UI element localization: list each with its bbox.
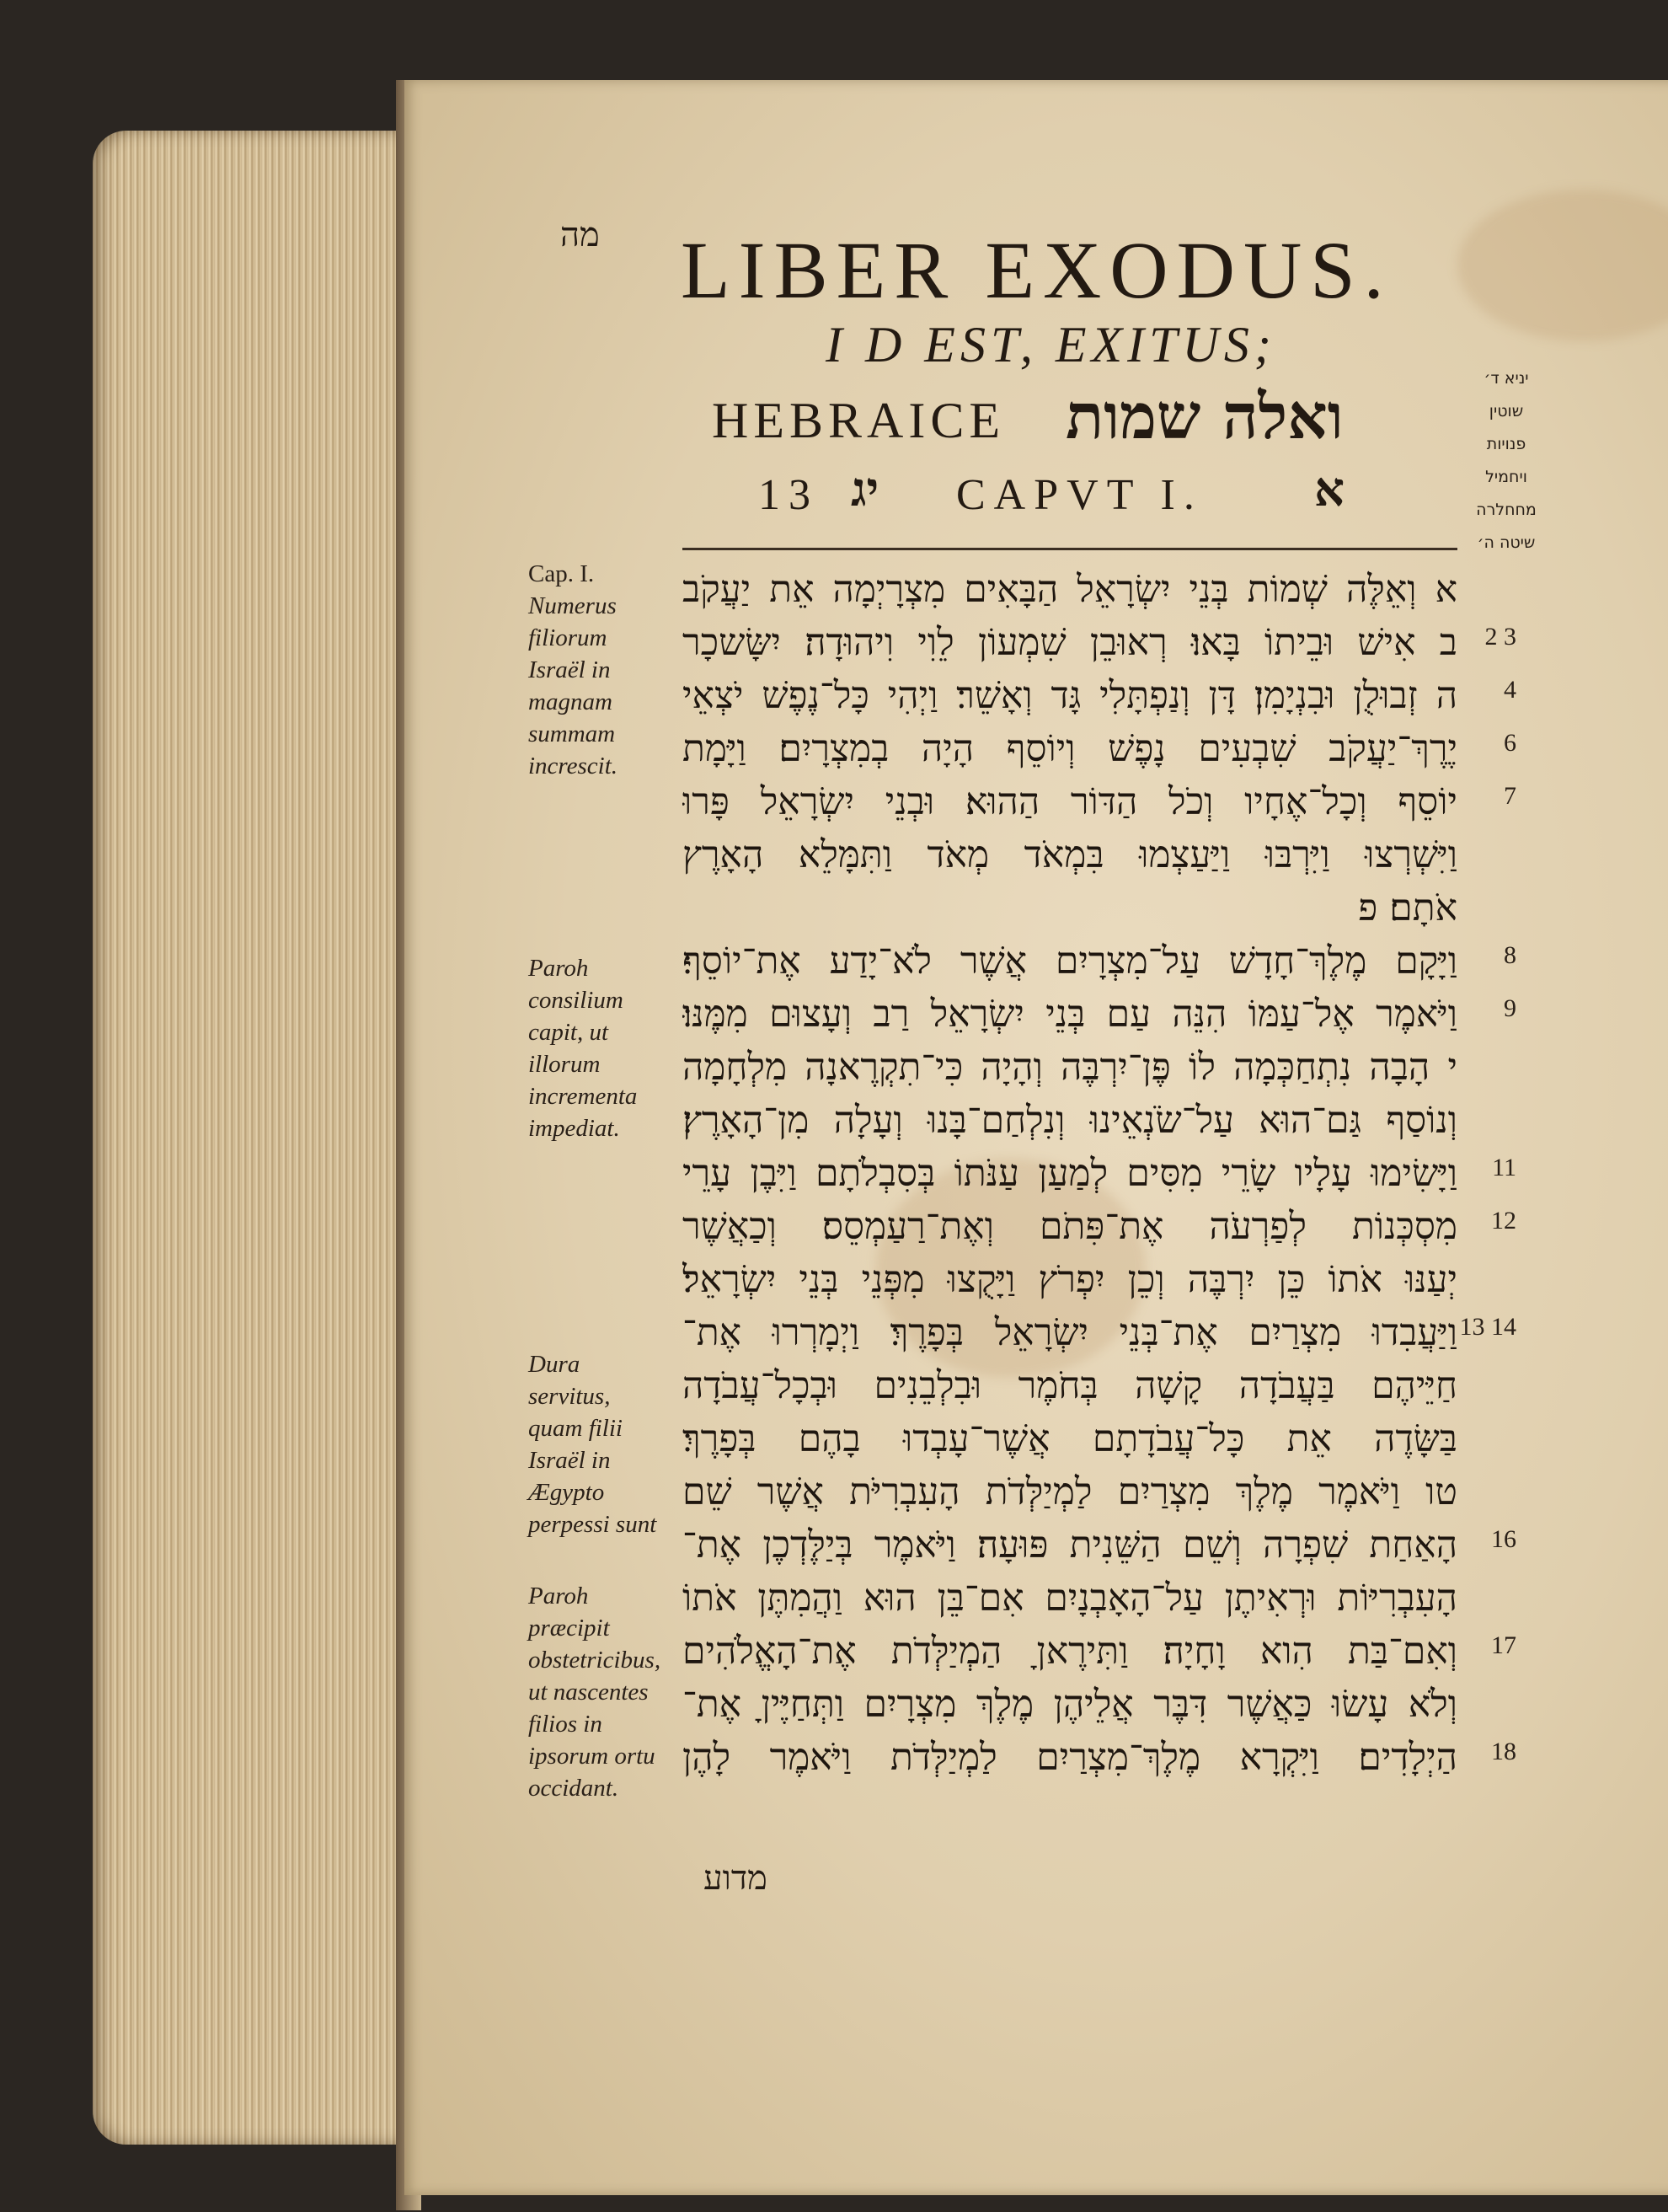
masorah-line: מחחלרה	[1476, 501, 1537, 519]
hebrew-line: ה זְבוּלֻן וּבִנְיָמִן׃ דָּן וְנַפְתָּלִי גָּד וְאָשֵׁר׃ וַיְהִי כָּל־נֶפֶשׁ יֹצְאֵי	[682, 674, 1457, 717]
book-title: LIBER EXODUS.	[681, 225, 1393, 315]
hebrew-line: א וְאֵלֶּה שְׁמוֹת בְּנֵי יִשְׂרָאֵל הַבָּאִים מִצְרָיְמָה אֵת יַעֲקֹב	[682, 568, 1457, 611]
text-line	[682, 883, 1457, 936]
text-line	[682, 1255, 1457, 1308]
hebrew-line: מִסְכְּנוֹת לְפַרְעֹה אֶת־פִּתֹם וְאֶת־רַעַמְסֵס׃ וְכַאֲשֶׁר	[682, 1205, 1457, 1248]
text-line	[682, 1202, 1516, 1255]
hebrew-title: ואלה שמות	[1066, 381, 1344, 453]
verse-number: 17	[1491, 1631, 1516, 1659]
margin-note-head: Cap. I.	[528, 560, 595, 587]
text-line	[682, 777, 1516, 830]
text-line	[682, 1626, 1516, 1679]
verse-number: 8	[1504, 941, 1516, 969]
text-line	[682, 1095, 1457, 1149]
hebrew-line: יוֹסֵף וְכָל־אֶחָיו וְכֹל הַדּוֹר הַהוּא׃ וּבְנֵי יִשְׂרָאֵל פָּרוּ	[682, 780, 1457, 823]
hebrew-line: ב אִישׁ וּבֵיתוֹ בָּאוּ׃ רְאוּבֵן שִׁמְעוֹן לֵוִי וִיהוּדָה׃ יִשָּׂשכָר	[682, 621, 1457, 664]
text-line	[682, 1308, 1516, 1361]
catchword: מדוע	[703, 1859, 767, 1898]
text-line	[682, 1733, 1516, 1786]
chapter-letter: א	[1314, 462, 1345, 517]
book-subtitle: I D EST, EXITUS;	[826, 317, 1276, 372]
hebrew-line: וַיָּשִׂימוּ עָלָיו שָׂרֵי מִסִּים לְמַעַן עַנֹּתוֹ בְּסִבְלֹתָם וַיִּבֶן עָרֵי	[682, 1152, 1457, 1195]
text-line	[682, 1361, 1457, 1414]
verse-number: 12	[1491, 1207, 1516, 1235]
margin-note-text: Paroh præcipit obstetricibus, ut nascentes filios in ipsorum ortu occidant.	[528, 1583, 661, 1802]
verse-number: 9	[1504, 994, 1516, 1022]
masorah-line: פנויות	[1486, 435, 1526, 453]
folio-number: מה	[560, 216, 600, 254]
text-line	[682, 724, 1516, 777]
water-stain	[1457, 190, 1668, 341]
hebrew-line: הָעִבְרִיּוֹת וּרְאִיתֶן עַל־הָאָבְנָיִם אִם־בֵּן הוּא וַהֲמִתֶּן אֹתוֹ	[682, 1577, 1457, 1620]
text-line	[682, 989, 1516, 1042]
margin-note	[528, 1580, 667, 1804]
hebraice-label: HEBRAICE	[712, 393, 1005, 448]
margin-note-text: Paroh consilium capit, ut illorum incrementa impediat.	[528, 955, 638, 1142]
text-line	[682, 565, 1457, 618]
verse-number: 7	[1504, 782, 1516, 810]
text-line	[682, 936, 1516, 989]
text-line	[682, 1467, 1457, 1520]
verse-number: 16	[1491, 1525, 1516, 1553]
hebrew-line: וַיָּקָם מֶלֶךְ־חָדָשׁ עַל־מִצְרָיִם אֲשֶׁר לֹא־יָדַע אֶת־יוֹסֵף׃	[682, 940, 1457, 983]
masorah-line: שיטה ה׳	[1477, 533, 1536, 552]
text-line	[682, 671, 1516, 724]
text-line	[682, 1042, 1457, 1095]
masorah-note	[1464, 362, 1548, 560]
hebrew-line: הַיְלָדִים׃ וַיִּקְרָא מֶלֶךְ־מִצְרַיִם לַמְיַלְּדֹת וַיֹּאמֶר לָהֶן	[682, 1736, 1457, 1779]
hebrew-line: יֶרֶךְ־יַעֲקֹב שִׁבְעִים נָפֶשׁ וְיוֹסֵף הָיָה בְמִצְרָיִם׃ וַיָּמָת	[682, 727, 1457, 770]
masorah-line: ויחמיל	[1485, 468, 1527, 486]
chapter-number-arabic: 13	[758, 471, 819, 519]
hebrew-line: וְלֹא עָשׂוּ כַּאֲשֶׁר דִּבֶּר אֲלֵיהֶן מֶלֶךְ מִצְרָיִם וַתְּחַיֶּיןָ אֶת־	[682, 1683, 1457, 1726]
verse-number: 2 3	[1484, 623, 1516, 651]
header-rule	[682, 548, 1457, 550]
margin-note	[528, 558, 667, 782]
masorah-line: יניא ד׳	[1484, 369, 1529, 388]
text-line	[682, 1149, 1516, 1202]
text-line	[682, 1414, 1457, 1467]
chapter-label: CAPVT I.	[956, 471, 1203, 519]
hebrew-line: טו וַיֹּאמֶר מֶלֶךְ מִצְרַיִם לַמְיַלְּדֹת הָעִבְרִיֹּת אֲשֶׁר שֵׁם	[682, 1470, 1457, 1513]
hebrew-text-column	[682, 565, 1516, 1786]
verse-number: 6	[1504, 729, 1516, 757]
text-line	[682, 1520, 1516, 1573]
verse-number: 4	[1504, 676, 1516, 704]
hebrew-line: בַּשָּׂדֶה אֵת כָּל־עֲבֹדָתָם אֲשֶׁר־עָבְדוּ בָהֶם בְּפָרֶךְ׃	[682, 1417, 1457, 1460]
text-line	[682, 1679, 1457, 1733]
text-line	[682, 1573, 1457, 1626]
hebrew-line: וַיִּשְׁרְצוּ וַיִּרְבּוּ וַיַּעַצְמוּ בִּמְאֹד מְאֹד וַתִּמָּלֵא הָאָרֶץ	[682, 833, 1457, 876]
hebrew-line: הָאַחַת שִׁפְרָה וְשֵׁם הַשֵּׁנִית פּוּעָה׃ וַיֹּאמֶר בְּיַלֶּדְכֶן אֶת־	[682, 1524, 1457, 1567]
verse-number: 18	[1491, 1738, 1516, 1765]
margin-note-text: Numerus filiorum Israël in magnam summam increscit.	[528, 592, 618, 779]
hebrew-line: וַיַּעֲבִדוּ מִצְרַיִם אֶת־בְּנֵי יִשְׂרָאֵל בְּפָרֶךְ׃ וַיְמָרְרוּ אֶת־	[682, 1311, 1457, 1354]
margin-note	[528, 1348, 667, 1540]
verse-number: 13 14	[1459, 1313, 1516, 1341]
chapter-number-hebrew: יג	[851, 462, 879, 517]
verse-number: 11	[1492, 1154, 1516, 1181]
text-line	[682, 618, 1516, 671]
text-line	[682, 830, 1457, 883]
book-fore-edge	[93, 131, 413, 2145]
hebrew-line: אֹתָם׃ פ	[1358, 886, 1457, 929]
hebrew-line: חַיֵּיהֶם בַּעֲבֹדָה קָשָׁה בְּחֹמֶר וּבִלְבֵנִים וּבְכָל־עֲבֹדָה	[682, 1364, 1457, 1407]
hebrew-line: י הָבָה נִתְחַכְּמָה לוֹ פֶּן־יִרְבֶּה וְהָיָה כִּי־תִקְרֶאנָה מִלְחָמָה	[682, 1046, 1457, 1089]
masorah-line: שוטין	[1489, 402, 1524, 420]
hebrew-line: וְאִם־בַּת הִוא וָחָיָה׃ וַתִּירֶאןָ הַמְיַלְּדֹת אֶת־הָאֱלֹהִים	[682, 1630, 1457, 1673]
hebrew-line: יְעַנּוּ אֹתוֹ כֵּן יִרְבֶּה וְכֵן יִפְרֹץ וַיָּקֻצוּ מִפְּנֵי בְּנֵי יִשְׂרָאֵל׃	[682, 1258, 1457, 1301]
margin-note	[528, 952, 667, 1144]
hebrew-line: וְנוֹסַף גַּם־הוּא עַל־שֹׂנְאֵינוּ וְנִלְחַם־בָּנוּ וְעָלָה מִן־הָאָרֶץ׃	[682, 1099, 1457, 1142]
margin-note-text: Dura servitus, quam filii Israël in Ægypto perpessi sunt	[528, 1351, 657, 1538]
hebrew-line: וַיֹּאמֶר אֶל־עַמּוֹ הִנֵּה עַם בְּנֵי יִשְׂרָאֵל רַב וְעָצוּם מִמֶּנּוּ׃	[682, 993, 1457, 1036]
